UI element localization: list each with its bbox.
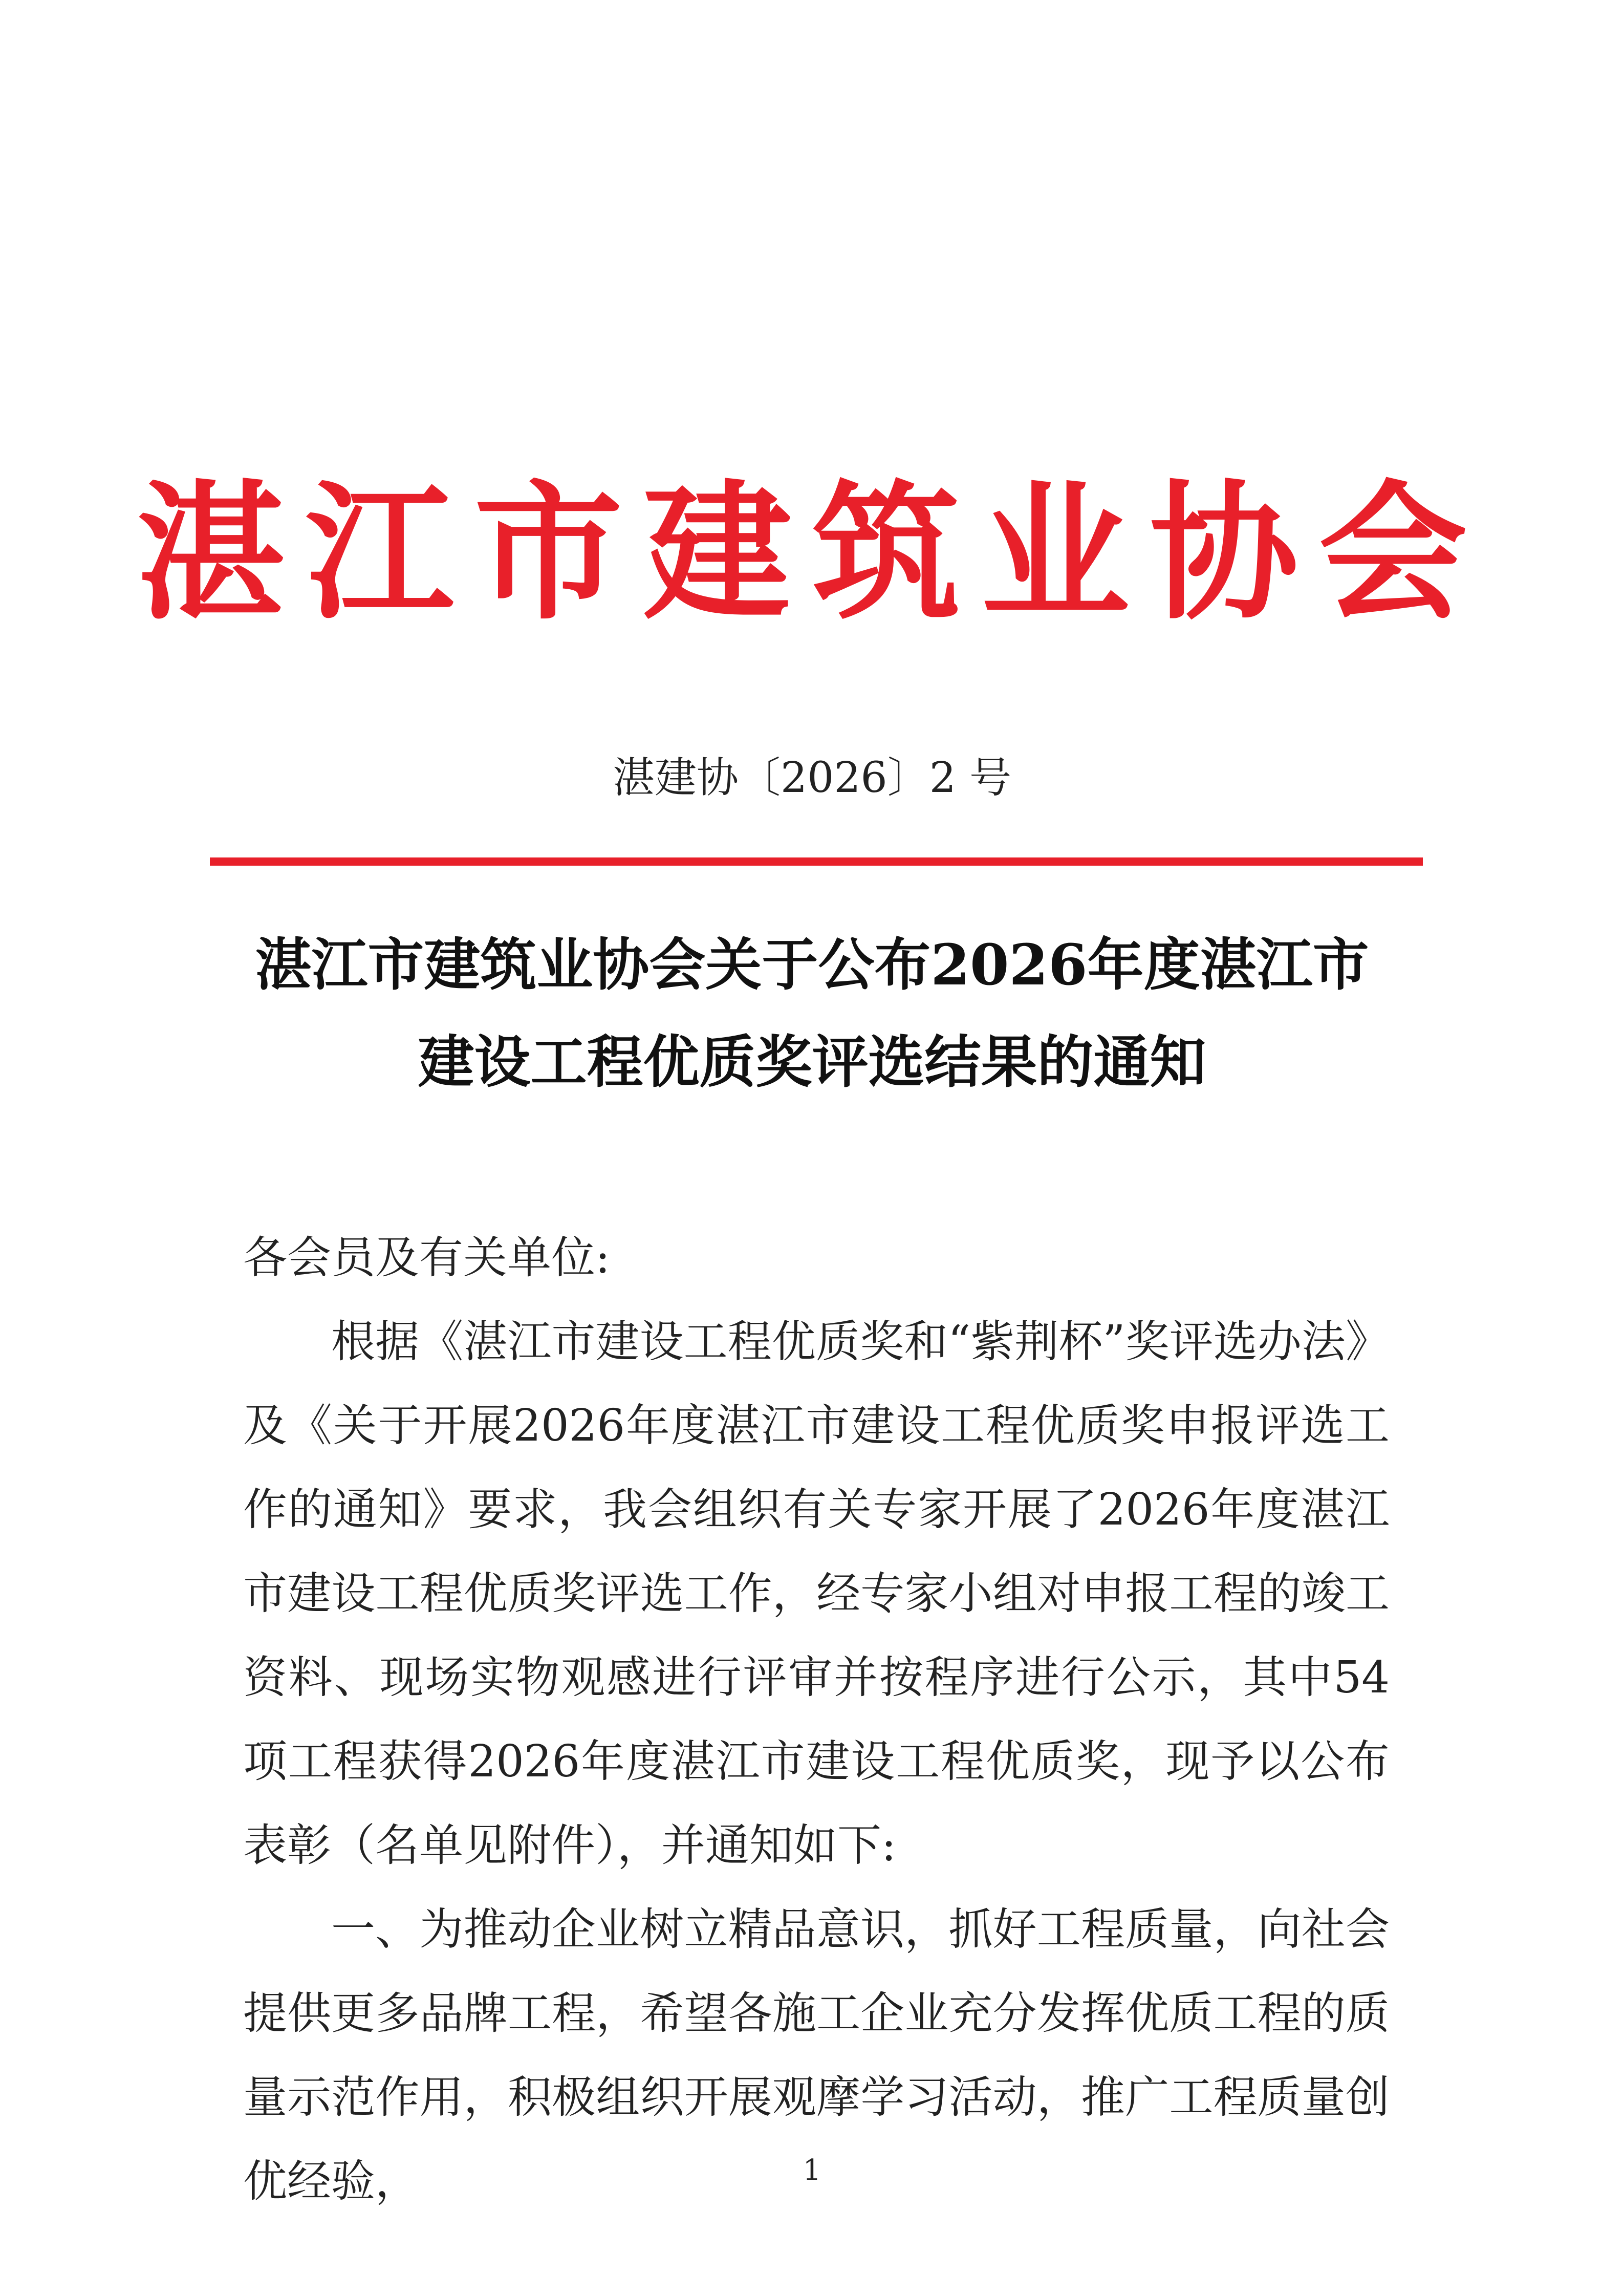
page-number: 1	[803, 2154, 821, 2187]
notice-body	[243, 1216, 1390, 2223]
red-divider-line	[210, 857, 1423, 866]
notice-title-line-2: 建设工程优质奖评选结果的通知	[418, 1029, 1206, 1095]
org-name-header: 湛江市建筑业协会	[136, 466, 1488, 640]
salutation: 各会员及有关单位:	[243, 1232, 610, 1283]
notice-title	[0, 916, 1624, 1111]
body-paragraph-2: 一、为推动企业树立精品意识，抓好工程质量，向社会提供更多品牌工程，希望各施工企业充分发挥优质工程的质量示范作用，积极组织开展观摩学习活动，推广工程质量创优经验，	[243, 1904, 1390, 2207]
notice-title-line-1: 湛江市建筑业协会关于公布2026年度湛江市	[255, 932, 1369, 998]
body-paragraph-1: 根据《湛江市建设工程优质奖和“紫荆杯”奖评选办法》及《关于开展2026年度湛江市建设工程优质奖申报评选工作的通知》要求，我会组织有关专家开展了2026年度湛江市建设工程优质奖评选工作，经专家小组对申报工程的竣工资料、现场实物观感进行评审并按程序进行公示，其中54项工程获得2026年度湛江市建设工程优质奖，现予以公布表彰（名单见附件），并通知如下:	[243, 1316, 1390, 1871]
document-number: 湛建协〔2026〕2 号	[613, 754, 1011, 802]
